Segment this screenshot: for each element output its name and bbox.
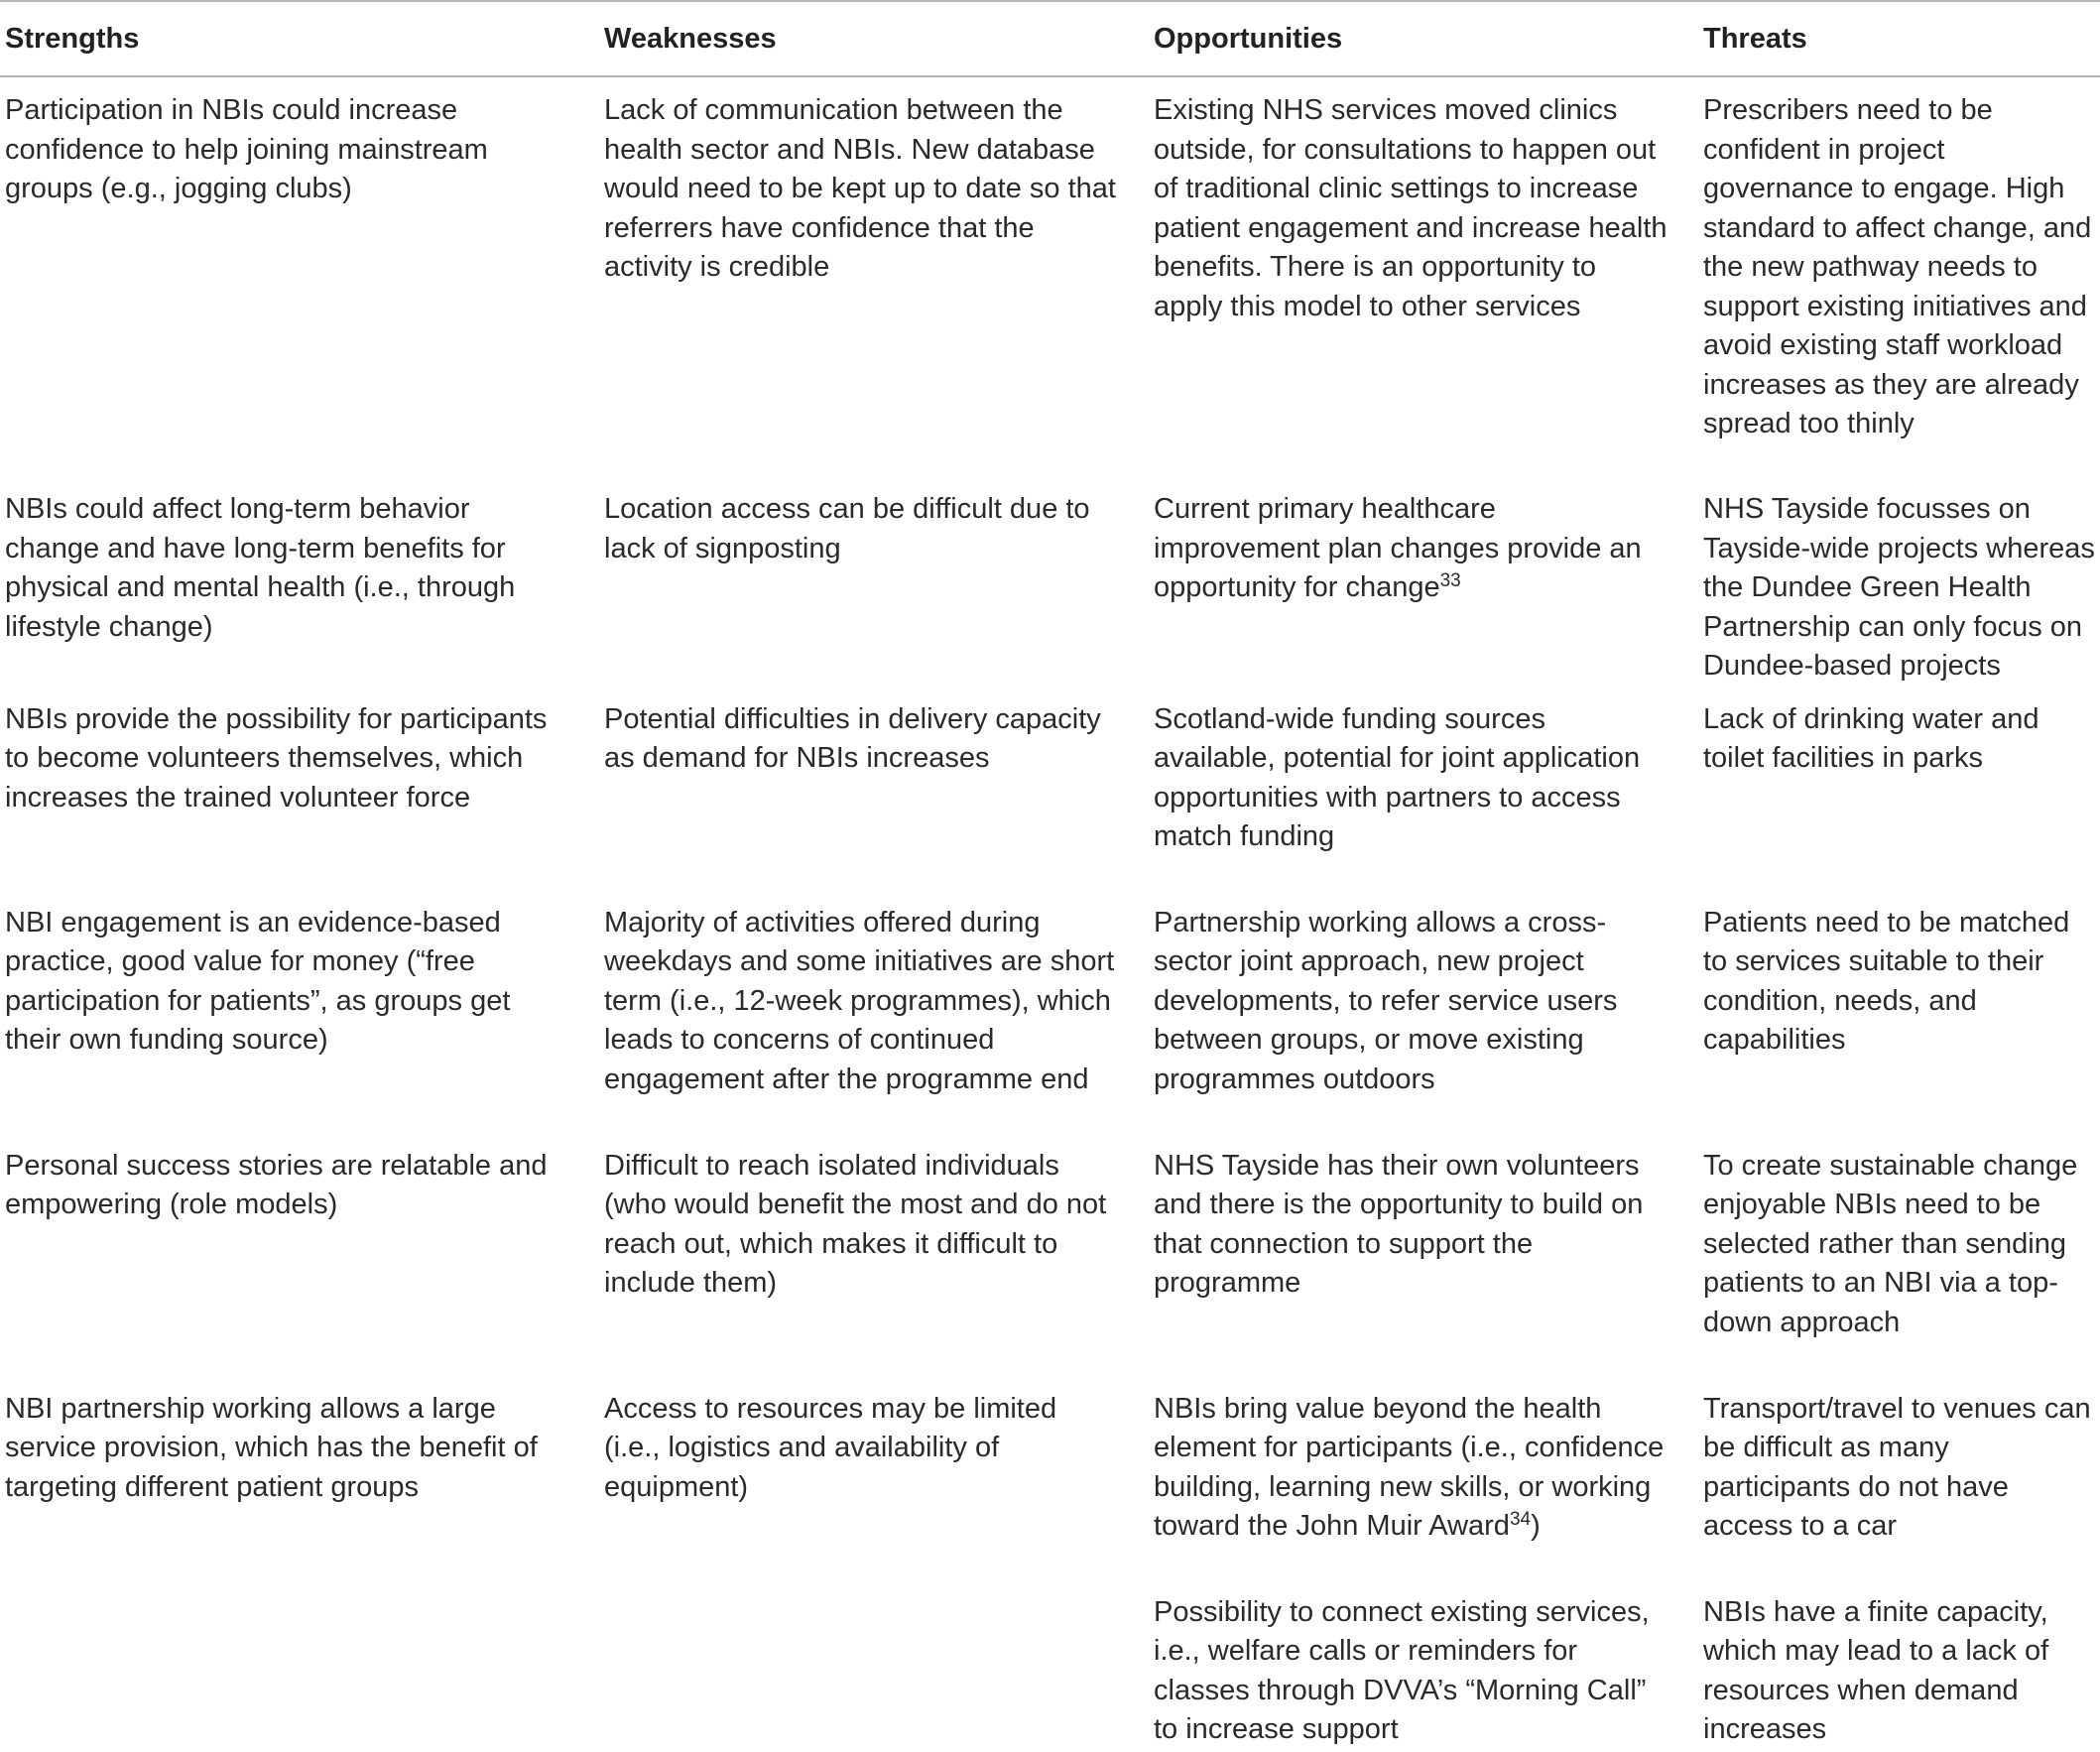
table-row	[0, 476, 2100, 687]
opportunity-text: Existing NHS services moved clinics outside, for consultations to happen out of traditional clinic settings to increase patient engagement and increase health benefits. There is an opportunity to apply this model to other services	[1154, 94, 1668, 322]
opportunity-text: NBIs bring value beyond the health element for participants (i.e., confidence building, learning new skills, or working toward the John Muir Award	[1154, 1392, 1665, 1542]
strength-cell: NBI engagement is an evidence-based practice, good value for money (“free participation for patients”, as groups get their own funding source)	[5, 906, 511, 1056]
strength-cell: NBIs could affect long-term behavior change and have long-term benefits for physical and mental health (i.e., through lifestyle change)	[5, 493, 516, 643]
threat-cell: NHS Tayside focusses on Tayside-wide projects whereas the Dundee Green Health Partnership can only focus on Dundee-based projects	[1703, 493, 2095, 682]
opportunity-cell	[1149, 76, 1698, 476]
weakness-cell: Lack of communication between the health sector and NBIs. New database would need to be kept up to date so that referrers have confidence that the activity is credible	[604, 94, 1116, 283]
table-row	[0, 687, 2100, 890]
header-opportunities: Opportunities	[1149, 1, 1698, 76]
strength-cell	[0, 1579, 599, 1752]
opportunity-cell	[1149, 1376, 1698, 1579]
header-weaknesses: Weaknesses	[599, 1, 1149, 76]
threat-cell: NBIs have a finite capacity, which may lead to a lack of resources when demand increases	[1703, 1595, 2049, 1745]
opportunity-cell	[1149, 476, 1698, 687]
threat-cell: Prescribers need to be confident in project governance to engage. High standard to affect change, and the new pathway needs to support existing initiatives and avoid existing staff workload increases as they are already spread too thinly	[1703, 94, 2092, 439]
header-row	[0, 1, 2100, 76]
header-threats: Threats	[1698, 1, 2100, 76]
header-strengths: Strengths	[0, 1, 599, 76]
opportunity-text: Partnership working allows a cross-sector joint approach, new project developments, to refer service users between groups, or move existing programmes outdoors	[1154, 906, 1618, 1095]
strength-cell: Personal success stories are relatable and empowering (role models)	[5, 1149, 548, 1220]
threat-cell: Transport/travel to venues can be difficult as many participants do not have access to a car	[1703, 1392, 2091, 1542]
strength-cell: NBIs provide the possibility for participants to become volunteers themselves, which increases the trained volunteer force	[5, 702, 548, 813]
table-row	[0, 76, 2100, 476]
weakness-cell: Access to resources may be limited (i.e., logistics and availability of equipment)	[604, 1392, 1057, 1503]
opportunity-text: Current primary healthcare improvement plan changes provide an opportunity for change	[1154, 493, 1642, 603]
threat-cell: Lack of drinking water and toilet facilities in parks	[1703, 702, 2039, 774]
weakness-cell: Location access can be difficult due to lack of signposting	[604, 493, 1090, 564]
threat-cell: Patients need to be matched to services suitable to their condition, needs, and capabilities	[1703, 906, 2070, 1056]
opportunity-text: NHS Tayside has their own volunteers and there is the opportunity to build on that connection to support the programme	[1154, 1149, 1644, 1299]
strength-cell: Participation in NBIs could increase confidence to help joining mainstream groups (e.g., jogging clubs)	[5, 94, 488, 204]
table-row	[0, 890, 2100, 1133]
table-row	[0, 1376, 2100, 1579]
weakness-cell: Potential difficulties in delivery capacity as demand for NBIs increases	[604, 702, 1101, 774]
opportunity-cell	[1149, 1579, 1698, 1752]
weakness-cell: Difficult to reach isolated individuals (who would benefit the most and do not reach out, which makes it difficult to include them)	[604, 1149, 1107, 1299]
table-body	[0, 76, 2100, 1752]
reference-superscript: 34	[1509, 1509, 1532, 1530]
table-header	[0, 1, 2100, 76]
strength-cell: NBI partnership working allows a large service provision, which has the benefit of targeting different patient groups	[5, 1392, 538, 1503]
opportunity-cell	[1149, 687, 1698, 890]
threat-cell: To create sustainable change enjoyable NBIs need to be selected rather than sending patients to an NBI via a top-down approach	[1703, 1149, 2078, 1338]
opportunity-text: Possibility to connect existing services, i.e., welfare calls or reminders for classes through DVVA’s “Morning Call” to increase support	[1154, 1595, 1650, 1745]
reference-superscript: 33	[1439, 570, 1461, 591]
table-row	[0, 1133, 2100, 1376]
opportunity-cell	[1149, 1133, 1698, 1376]
opportunity-text: Scotland-wide funding sources available, potential for joint application opportunities with partners to access match funding	[1154, 702, 1641, 852]
table-row	[0, 1579, 2100, 1752]
opportunity-cell	[1149, 890, 1698, 1133]
opportunity-text-tail: )	[1531, 1510, 1541, 1542]
weakness-cell	[599, 1579, 1149, 1752]
weakness-cell: Majority of activities offered during weekdays and some initiatives are short term (i.e., 12-week programmes), which leads to concerns of continued engagement after the programme end	[604, 906, 1115, 1095]
